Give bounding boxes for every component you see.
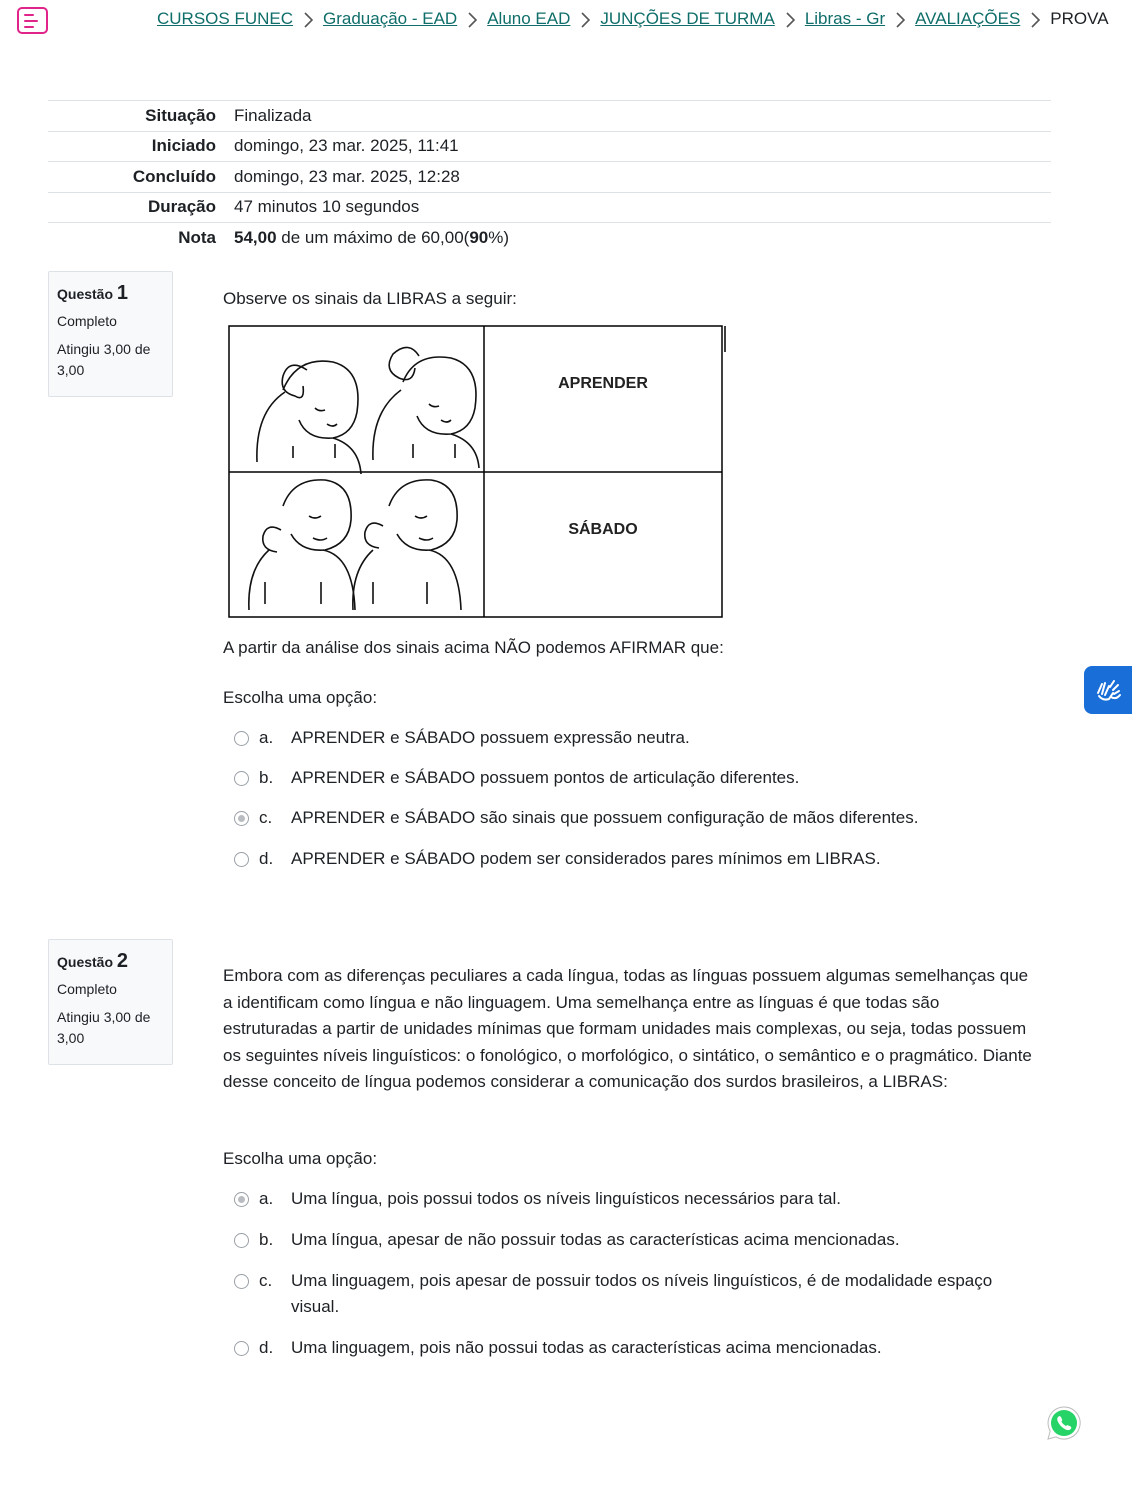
q1-answer-d[interactable] [234,846,1034,872]
q1-answer-a[interactable] [234,725,1034,751]
question-2-info [48,939,173,1065]
question-1-after-text: A partir da análise dos sinais acima NÃO podemos AFIRMAR que: [223,638,724,657]
breadcrumb-link-graduacao-ead[interactable]: Graduação - EAD [323,9,458,28]
summary-value: Finalizada [234,105,312,125]
summary-value: domingo, 23 mar. 2025, 11:41 [234,136,459,156]
answer-text: Uma linguagem, pois não possui todas as características acima mencionadas. [291,1338,882,1357]
breadcrumb-link-libras[interactable]: Libras - Gr [804,9,886,28]
summary-row [48,162,1051,193]
question-number-value: 1 [116,282,129,304]
answer-text: APRENDER e SÁBADO podem ser considerados pares mínimos em LIBRAS. [291,849,881,868]
question-1-info [48,271,173,397]
answer-text: APRENDER e SÁBADO possuem pontos de articulação diferentes. [291,768,800,787]
answer-letter: d. [259,849,274,868]
q2-radio-d[interactable] [234,1341,249,1356]
answer-letter: b. [259,1230,274,1249]
breadcrumb [157,9,1109,29]
answer-text: APRENDER e SÁBADO possuem expressão neutra. [291,728,690,747]
answer-text: Uma linguagem, pois apesar de possuir todos os níveis linguísticos, é de modalidade espaço visual. [291,1271,993,1316]
q2-radio-c[interactable] [234,1274,249,1289]
q1-radio-d[interactable] [234,852,249,867]
grade-value [224,223,1051,254]
answer-text: APRENDER e SÁBADO são sinais que possuem configuração de mãos diferentes. [291,808,919,827]
question-number-value: 2 [116,950,129,972]
libras-signs-image [223,320,729,626]
grade-score: 54,00 [234,228,277,247]
breadcrumb-link-cursos-funec[interactable]: CURSOS FUNEC [157,9,294,28]
question-1-prompt: Escolha uma opção: [223,688,378,707]
question-state: Completo [57,313,117,329]
whatsapp-icon [1046,1405,1082,1441]
top-bar [0,0,1132,42]
answer-letter: d. [259,1338,274,1357]
q1-radio-a[interactable] [234,731,249,746]
summary-row [48,101,1051,132]
q2-answer-b[interactable] [234,1227,1034,1253]
q2-answer-c[interactable] [234,1268,1034,1320]
summary-value: domingo, 23 mar. 2025, 12:28 [234,166,460,186]
summary-label: Nota [178,228,216,247]
chevron-right-icon [293,9,323,29]
q2-answer-a[interactable] [234,1186,1034,1212]
question-grade: Atingiu 3,00 de 3,00 [57,1009,151,1046]
question-state: Completo [57,981,117,997]
chevron-right-icon [457,9,487,29]
q1-radio-c[interactable] [234,811,249,826]
breadcrumb-link-juncoes-de-turma[interactable]: JUNÇÕES DE TURMA [600,9,775,28]
summary-row-grade [48,223,1051,254]
whatsapp-button[interactable] [1046,1405,1082,1441]
attempt-summary-table [48,100,1051,253]
summary-label: Duração [147,197,216,217]
question-grade: Atingiu 3,00 de 3,00 [57,341,151,378]
q1-answer-b[interactable] [234,765,1034,791]
question-label: Questão [57,954,114,970]
summary-row [48,192,1051,223]
grade-max: de um máximo de 60,00( [276,228,470,247]
grade-percent-sign: %) [488,228,510,247]
answer-letter: a. [259,1189,274,1208]
answer-letter: b. [259,768,274,787]
answer-letter: c. [259,808,273,827]
chevron-right-icon [1020,9,1050,29]
question-number [57,282,164,305]
grade-percent: 90 [469,228,489,247]
course-index-icon[interactable] [17,7,48,34]
question-2-prompt: Escolha uma opção: [223,1149,378,1168]
vlibras-accessibility-button[interactable] [1084,666,1132,714]
breadcrumb-link-avaliacoes[interactable]: AVALIAÇÕES [915,9,1021,28]
sign-language-hands-icon [1093,675,1123,705]
question-2-text: Embora com as diferenças peculiares a cada língua, todas as línguas possuem algumas semelhanças que a identificam como língua e não linguagem. Uma semelhança entre as línguas é que todas são estruturadas a partir de unidades mínimas que formam unidades mais complexas, ou seja, todas possuem os seguintes níveis linguísticos: o fonológico, o morfológico, o sintático, o semântico e o pragmático. Diante desse conceito de língua podemos considerar a comunicação dos surdos brasileiros, a LIBRAS: [223,966,1032,1091]
question-number [57,950,164,973]
breadcrumb-current: PROVA [1050,9,1109,28]
summary-label: Iniciado [151,136,216,156]
libras-table-sabado: SÁBADO [568,521,638,538]
chevron-right-icon [570,9,600,29]
answer-letter: c. [259,1271,273,1290]
q1-answer-c[interactable] [234,805,1034,831]
summary-value: 47 minutos 10 segundos [234,197,420,217]
summary-row [48,131,1051,162]
q2-radio-a[interactable] [234,1192,249,1207]
summary-label: Situação [145,105,216,125]
answer-text: Uma língua, apesar de não possuir todas as características acima mencionadas. [291,1230,900,1249]
question-label: Questão [57,286,114,302]
summary-label: Concluído [132,166,216,186]
chevron-right-icon [775,9,805,29]
libras-table-aprender: APRENDER [558,375,648,392]
answer-text: Uma língua, pois possui todos os níveis linguísticos necessários para tal. [291,1189,841,1208]
answer-letter: a. [259,728,274,747]
breadcrumb-link-aluno-ead[interactable]: Aluno EAD [487,9,571,28]
q1-radio-b[interactable] [234,771,249,786]
question-1-text: Observe os sinais da LIBRAS a seguir: [223,289,517,308]
q2-answer-d[interactable] [234,1335,1034,1361]
q2-radio-b[interactable] [234,1233,249,1248]
chevron-right-icon [885,9,915,29]
